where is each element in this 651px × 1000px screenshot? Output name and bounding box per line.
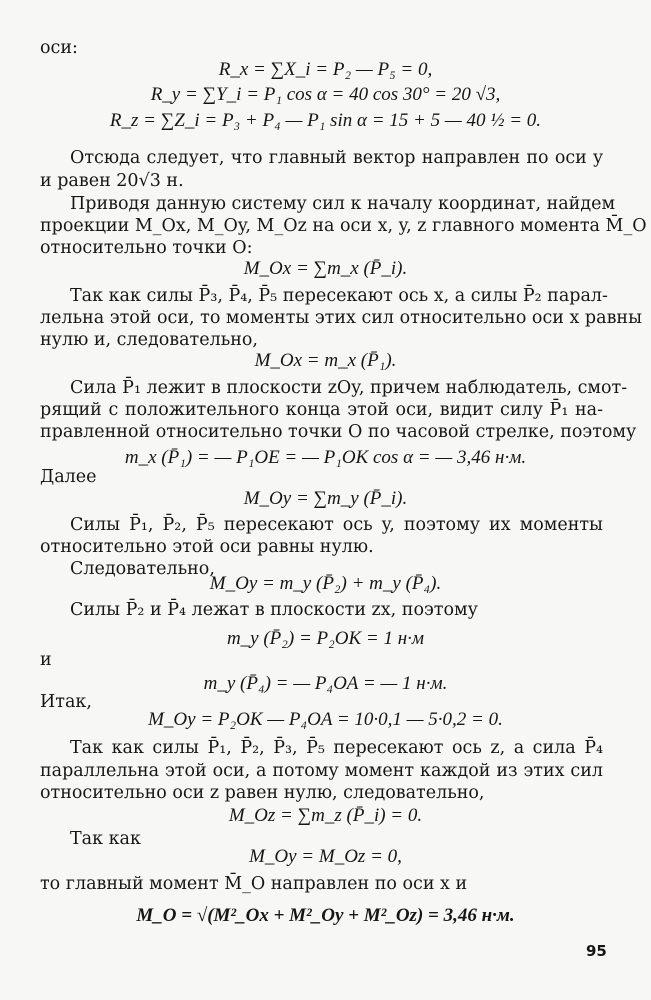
text-line: и <box>40 650 52 670</box>
equation: M_Ox = m_x (P̄₁). <box>254 350 397 371</box>
equation: M_Oy = ∑m_y (P̄_i). <box>243 488 408 509</box>
equation: M_Oy = P₂OK — P₄OA = 10·0,1 — 5·0,2 = 0. <box>148 709 503 730</box>
equation: m_y (P̄₄) = — P₄OA = — 1 н·м. <box>203 673 448 694</box>
equation: M_O = √(M²_Ox + M²_Oy + M²_Oz) = 3,46 н·м. <box>136 905 515 926</box>
text-line: Далее <box>40 467 97 487</box>
equation: R_x = ∑X_i = P₂ — P₅ = 0, <box>218 59 433 80</box>
text-line: Силы P̄₁, P̄₂, P̄₅ пересекают ось y, поэтому их моменты <box>70 515 603 535</box>
equation: R_y = ∑Y_i = P₁ cos α = 40 cos 30° = 20 √3, <box>150 84 501 105</box>
text-line: Так как силы P̄₁, P̄₂, P̄₃, P̄₅ пересекают ось z, а сила P̄₄ <box>70 738 603 758</box>
text-line: правленной относительно точки O по часовой стрелке, поэтому <box>40 422 637 442</box>
page-number: 95 <box>586 942 607 960</box>
text-line: рящий с положительного конца этой оси, видит силу P̄₁ на- <box>40 400 603 420</box>
text-line: Сила P̄₁ лежит в плоскости zOy, причем наблюдатель, смот- <box>70 378 628 398</box>
text-line: Следовательно, <box>70 559 215 579</box>
text-line: параллельна этой оси, а потому момент каждой из этих сил <box>40 761 603 781</box>
text-line: относительно точки O: <box>40 238 253 258</box>
text-line: Отсюда следует, что главный вектор направлен по оси y <box>70 148 603 168</box>
text-line: Приводя данную систему сил к началу координат, найдем <box>70 194 616 214</box>
equation: m_x (P̄₁) = — P₁OE = — P₁OK cos α = — 3,46 н·м. <box>124 447 527 468</box>
text-line: относительно оси z равен нулю, следовательно, <box>40 783 485 803</box>
text-line: Так как силы P̄₃, P̄₄, P̄₅ пересекают ось x, а силы P̄₂ парал- <box>70 286 608 306</box>
text-line: относительно этой оси равны нулю. <box>40 537 374 557</box>
text-line: лельна этой оси, то моменты этих сил относительно оси x равны <box>40 308 643 328</box>
text-line: и равен 20√3 н. <box>40 171 184 191</box>
equation: M_Oy = m_y (P̄₂) + m_y (P̄₄). <box>209 573 442 594</box>
text-line: Итак, <box>40 692 92 712</box>
text-line: оси: <box>40 38 78 58</box>
text-line: проекции M_Ox, M_Oy, M_Oz на оси x, y, z главного момента M̄_O <box>40 216 647 236</box>
equation: M_Ox = ∑m_x (P̄_i). <box>243 258 408 279</box>
equation: m_y (P̄₂) = P₂OK = 1 н·м <box>226 628 425 649</box>
text-line: Так как <box>70 829 141 849</box>
text-line: нулю и, следовательно, <box>40 330 258 350</box>
text-line: то главный момент M̄_O направлен по оси x и <box>40 874 468 894</box>
equation: M_Oy = M_Oz = 0, <box>249 846 402 867</box>
text-line: Силы P̄₂ и P̄₄ лежат в плоскости zx, поэтому <box>70 600 478 620</box>
equation: M_Oz = ∑m_z (P̄_i) = 0. <box>228 805 423 826</box>
equation: R_z = ∑Z_i = P₃ + P₄ — P₁ sin α = 15 + 5 — 40 ½ = 0. <box>109 110 542 131</box>
